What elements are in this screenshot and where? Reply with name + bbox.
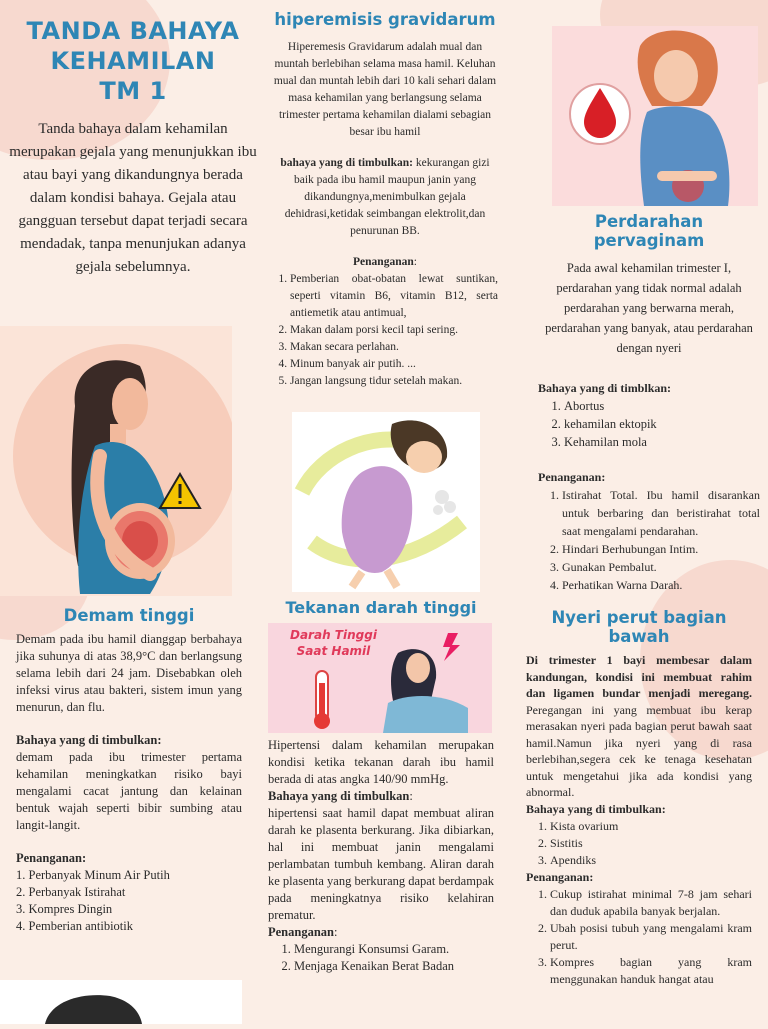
hyperemesis-title: hiperemisis gravidarum [274, 10, 496, 29]
hypertension-handling-item: 1. Mengurangi Konsumsi Garam. [294, 941, 494, 958]
hyperemesis-handling-item: 1. Pemberian obat-obatan lewat suntikan, seperti vitamin B6, vitamin B12, serta antiemetik atau antimual, [290, 271, 498, 322]
hypertension-danger-label: Bahaya yang di timbulkan: [268, 789, 413, 803]
abdominal-pain-danger-item: 3. Apendiks [550, 852, 752, 869]
fever-handling-label: Penanganan: [16, 851, 87, 865]
main-title-line-1: TANDA BAHAYA [26, 17, 240, 45]
pregnant-woman-illustration [0, 326, 232, 596]
bleeding-handling-label: Penanganan: [538, 470, 606, 484]
bleeding-danger-label: Bahaya yang di timblkan: [538, 381, 672, 395]
abdominal-pain-handling-item: 1. Cukup istirahat minimal 7-8 jam sehari dan duduk apabila banyak berjalan. [550, 886, 752, 920]
bleeding-danger-item: 1. Abortus [564, 397, 760, 415]
hyperemesis-section [272, 10, 498, 390]
hypertension-danger-text: hipertensi saat hamil dapat membuat aliran darah ke plasenta berkurang. Jika dibiarkan, hal ini membuat janin mengalami perlambatan tumbuh kembang. Aliran darah ke plasenta yang berkurang dapat berdampak pada meningkatnya risiko kelahiran prematur. [268, 806, 494, 922]
hyperemesis-description: Hiperemesis Gravidarum adalah mual dan muntah berlebihan selama masa hamil. Keluhan mual dan muntah lebih dari 10 kali sehari dalam masa kehamilan yang berlangsung selama trimester pertama kehamilan dialami sebagian besar ibu hamil [273, 41, 497, 138]
abdominal-pain-danger-list [526, 818, 752, 869]
abdominal-pain-danger-item: 2. Sistitis [550, 835, 752, 852]
abdominal-pain-section [526, 608, 752, 988]
bleeding-handling-item: 4. Perhatikan Warna Darah. [562, 576, 760, 594]
bleeding-handling-list [538, 486, 760, 594]
hyperemesis-handling-item: 3. Makan secara perlahan. [290, 339, 498, 356]
hypertension-handling-list [268, 941, 494, 975]
abdominal-pain-danger-label: Bahaya yang di timbulkan: [526, 801, 666, 816]
nausea-illustration [292, 412, 480, 592]
abdominal-pain-danger-item: 1. Kista ovarium [550, 818, 752, 835]
abdominal-pain-title: Nyeri perut bagian bawah [551, 608, 727, 646]
bleeding-handling-item: 2. Hindari Berhubungan Intim. [562, 540, 760, 558]
hyperemesis-handling-list [272, 271, 498, 390]
column-1 [8, 16, 258, 279]
bleeding-description: Pada awal kehamilan trimester I, perdarahan yang tidak normal adalah perdarahan yang berwarna merah, perdarahan yang banyak, atau perdarahan dengan nyeri [545, 261, 753, 355]
fever-danger-text: demam pada ibu trimester pertama kehamilan meningkatkan risiko bayi mengalami cacat jantung dan kelainan bentuk wajah seperti bibir sumbing atau langit-langit. [16, 750, 242, 832]
hypertension-handling-item: 2. Menjaga Kenaikan Berat Badan [294, 958, 494, 975]
abdominal-pain-handling-item: 3. Kompres bagian yang kram menggunakan handuk hangat atau [550, 954, 752, 988]
hyperemesis-handling-item: 5. Jangan langsung tidur setelah makan. [290, 373, 498, 390]
main-title-line-2: KEHAMILAN [50, 47, 216, 75]
hypertension-description: Hipertensi dalam kehamilan merupakan kondisi ketika tekanan darah ibu hamil berada di atas angka 140/90 mmHg. [268, 738, 494, 786]
abdominal-pain-description: Di trimester 1 bayi membesar dalam kandungan, kondisi ini membuat rahim dan ligamen bundar menjadi meregang. Peregangan ini yang membuat ibu kerap merasakan nyeri pada bagian perut bawah saat hamil.Namun jika nyeri yang di rasa berlebihan,segera cek ke tenaga kesehatan untuk mengetahui jika ada kondisi yang abnormal. [526, 653, 752, 799]
abdominal-pain-handling-item: 2. Ubah posisi tubuh yang mengalami kram perut. [550, 920, 752, 954]
bleeding-danger-item: 2. kehamilan ektopik [564, 415, 760, 433]
bleeding-handling-item: 1. Istirahat Total. Ibu hamil disarankan untuk berbaring dan beristirahat total saat mengalami pendarahan. [562, 486, 760, 540]
hypertension-handling-label: Penanganan: [268, 925, 338, 939]
bleeding-danger-list [538, 397, 760, 451]
main-title-line-3: TM 1 [99, 77, 167, 105]
fever-handling-item: 4. Pemberian antibiotik [16, 919, 133, 933]
hypertension-illustration [268, 623, 492, 733]
bleeding-title: Perdarahan pervaginam [593, 212, 705, 250]
hyperemesis-handling-item: 2. Makan dalam porsi kecil tapi sering. [290, 322, 498, 339]
main-title [8, 16, 258, 106]
fever-section [16, 606, 242, 935]
fever-danger-label: Bahaya yang di timbulkan: [16, 733, 162, 747]
hyperemesis-handling-item: 4. Minum banyak air putih. ... [290, 356, 498, 373]
fever-handling-item: 2. Perbanyak Istirahat [16, 885, 126, 899]
bottom-illustration [0, 980, 242, 1024]
bleeding-danger-item: 3. Kehamilan mola [564, 433, 760, 451]
bleeding-handling-item: 3. Gunakan Pembalut. [562, 558, 760, 576]
bleeding-section [538, 212, 760, 594]
fever-handling-item: 1. Perbanyak Minum Air Putih [16, 868, 170, 882]
fever-title: Demam tinggi [63, 606, 195, 625]
abdominal-pain-handling-label: Penanganan: [526, 869, 594, 884]
fever-handling-item: 3. Kompres Dingin [16, 902, 113, 916]
abdominal-pain-handling-list [526, 886, 752, 988]
hypertension-image-caption: Darah Tinggi Saat Hamil [290, 628, 377, 658]
bleeding-illustration [552, 26, 758, 206]
hypertension-title: Tekanan darah tinggi [285, 598, 477, 617]
fever-description: Demam pada ibu hamil dianggap berbahaya jika suhunya di atas 38,9°C dan berlangsung selama lebih dari 24 jam. Disebabkan oleh infeksi virus atau bakteri, sistem imun yang menurun, dan flu. [16, 632, 242, 714]
hyperemesis-danger: bahaya yang di timbulkan: kekurangan gizi baik pada ibu hamil maupun janin yang dikandungnya,menimbulkan gejala dehidrasi,ketidak seimbangan elektrolit,dan penurunan BB. [280, 157, 490, 237]
intro-text: Tanda bahaya dalam kehamilan merupakan gejala yang menunjukkan ibu atau bayi yang dikandungnya berada dalam kondisi bahaya. Gejala atau gangguan tersebut dapat terjadi secara mendadak, tanpa menunjukan adanya gejala sebelumnya. [9, 121, 257, 275]
hypertension-section [268, 598, 494, 975]
hyperemesis-handling-label: Penanganan: [353, 256, 417, 268]
